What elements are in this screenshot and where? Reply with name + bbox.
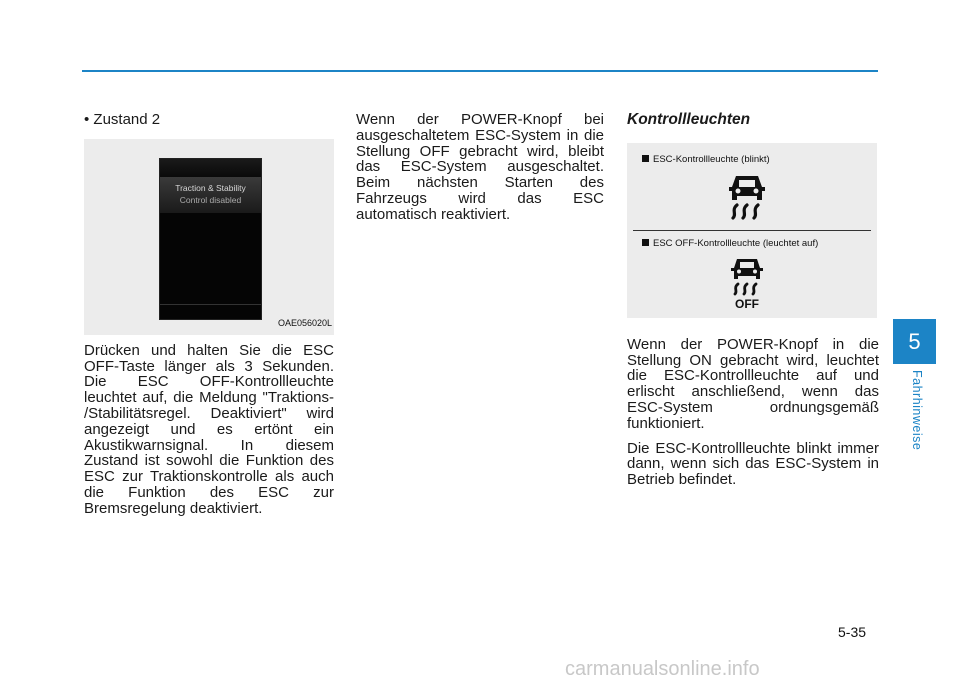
- indicator-label-esc: ESC-Kontrollleuchte (blinkt): [642, 152, 770, 168]
- column-middle: [356, 112, 604, 232]
- esc-indicator-icon: [727, 172, 767, 222]
- display-line-1: Traction & Stability: [175, 182, 246, 193]
- indicator-figure: [627, 143, 877, 318]
- page-number: 5-35: [838, 624, 867, 640]
- watermark: carmanualsonline.info: [565, 658, 760, 680]
- figure-caption: OAE056020L: [277, 318, 332, 328]
- body-paragraph: Wenn der POWER-Knopf bei ausgeschaltetem ESC-System in die Stellung OFF gebracht wird, bleibt das ESC-System ausgeschaltet. Beim nächsten Starten des Fahrzeugs wird das ESC automatisch reaktiviert.: [356, 111, 604, 223]
- display-figure: [84, 139, 334, 335]
- chapter-label: Fahrhinweise: [910, 370, 924, 451]
- body-paragraph: Die ESC-Kontrollleuchte blinkt immer dann, wenn sich das ESC-System in Betrieb befindet.: [627, 439, 879, 489]
- header-rule: [82, 70, 878, 72]
- section-heading: Kontrollleuchten: [627, 111, 751, 128]
- body-paragraph: Wenn der POWER-Knopf in die Stellung ON gebracht wird, leuchtet die ESC-Kontrollleuchte auf und erlischt anschließend, wenn das ESC-System ordnungsgemäß funktioniert.: [627, 335, 879, 432]
- chapter-tab: 5: [893, 319, 936, 364]
- column-left: [84, 112, 334, 526]
- indicator-label-esc-off: ESC OFF-Kontrollleuchte (leuchtet auf): [642, 236, 818, 252]
- column-right: [627, 112, 879, 497]
- esc-off-indicator-icon: [729, 256, 765, 310]
- body-paragraph: Drücken und halten Sie die ESC OFF-Taste länger als 3 Sekunden. Die ESC OFF-Kontrollleuchte leuchtet auf, die Meldung "Traktions- /Stabilitätsregel. Deaktiviert" wird angezeigt und es ertönt ein Akustikwarnsignal. In diesem Zustand ist sowohl die Funktion des ESC zur Traktionskontrolle als auch die Funktion des ESC zur Bremsregelung deaktiviert.: [84, 341, 334, 517]
- bullet-item: • Zustand 2: [84, 111, 161, 128]
- display-line-2: Control disabled: [179, 194, 242, 205]
- display-message: [160, 177, 261, 213]
- cluster-display: [159, 158, 262, 320]
- svg-text:OFF: OFF: [735, 296, 759, 310]
